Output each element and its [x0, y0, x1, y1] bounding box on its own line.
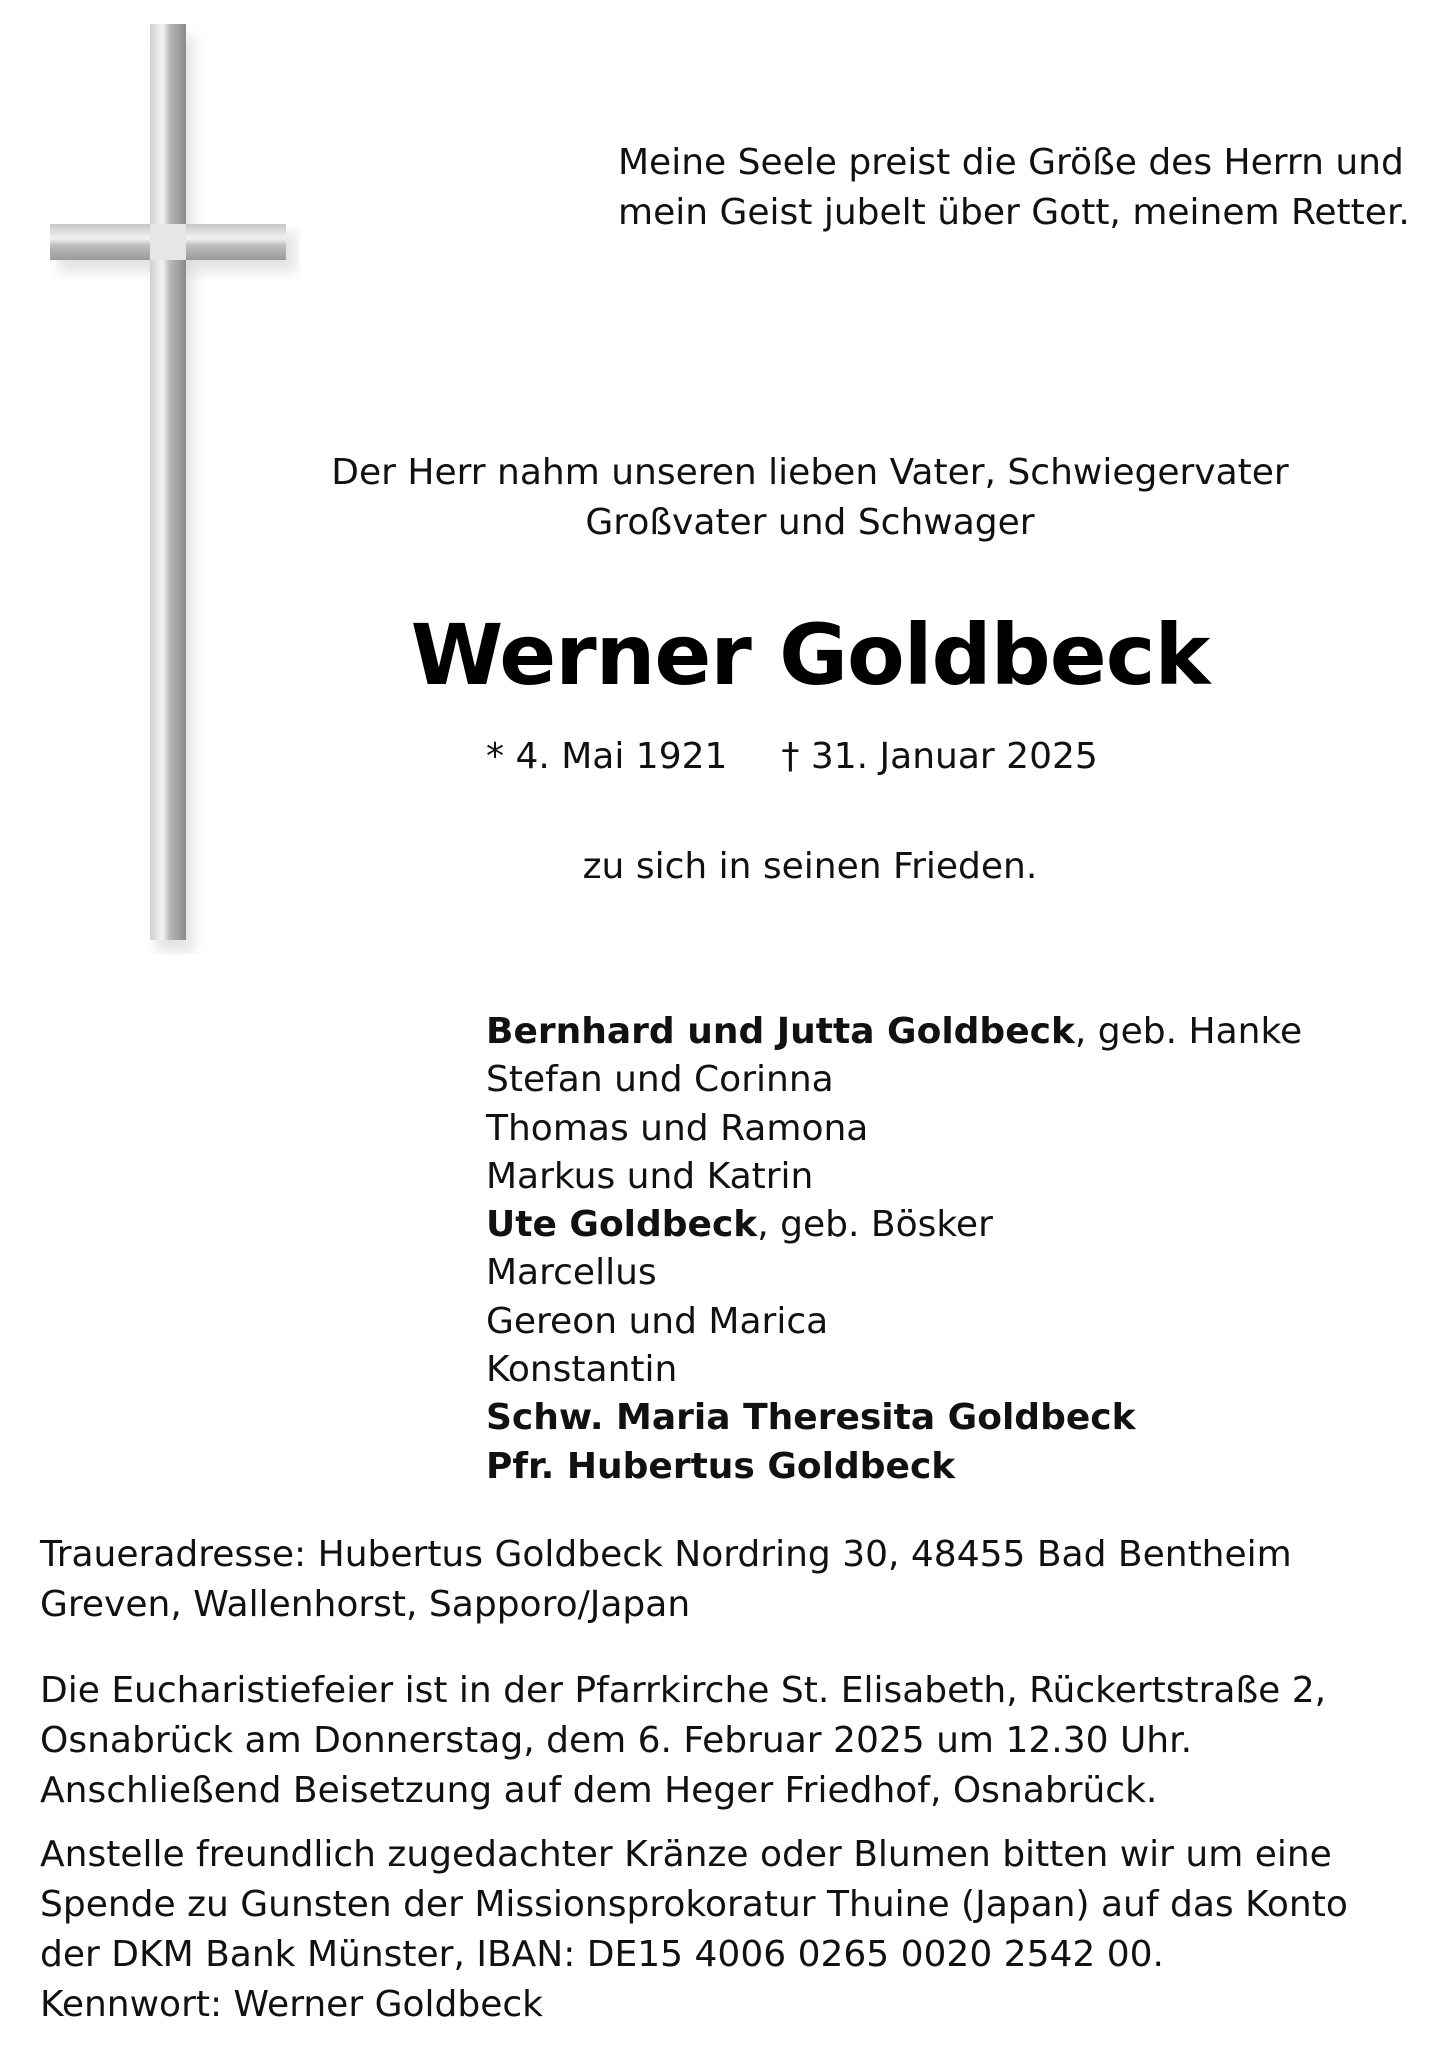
mourning-address [40, 1530, 1292, 1630]
mourner-ute [486, 1201, 1302, 1249]
mourner-konstantin: Konstantin [486, 1349, 678, 1391]
service-line-3: Anschließend Beisetzung auf dem Heger Friedhof, Osnabrück. [40, 1770, 1158, 1811]
donation-line-4: Kennwort: Werner Goldbeck [40, 1984, 543, 2025]
bible-verse [618, 138, 1418, 238]
verse-line-2: mein Geist jubelt über Gott, meinem Retter. [618, 192, 1410, 233]
intro-line-1: Der Herr nahm unseren lieben Vater, Schwiegervater [331, 452, 1289, 493]
life-dates [486, 732, 1098, 782]
donation-info [40, 1830, 1348, 2030]
mourner-stefan: Stefan und Corinna [486, 1059, 834, 1101]
donation-line-1: Anstelle freundlich zugedachter Kränze oder Blumen bitten wir um eine [40, 1834, 1332, 1875]
mourner-markus: Markus und Katrin [486, 1155, 814, 1197]
mourner-suffix: , geb. Hanke [1074, 1011, 1303, 1052]
deceased-name: Werner Goldbeck [410, 606, 1210, 704]
service-line-2: Osnabrück am Donnerstag, dem 6. Februar 2025 um 12.30 Uhr. [40, 1720, 1193, 1761]
mourner-bernhard [486, 1008, 1302, 1056]
address-line-2: Greven, Wallenhorst, Sapporo/Japan [40, 1584, 691, 1625]
birth-date: * 4. Mai 1921 [486, 736, 728, 777]
mourner-name-bold: Bernhard und Jutta Goldbeck [486, 1011, 1075, 1052]
peace-text: zu sich in seinen Frieden. [582, 846, 1038, 887]
mourner-hubertus: Pfr. Hubertus Goldbeck [486, 1445, 956, 1487]
donation-line-3: der DKM Bank Münster, IBAN: DE15 4006 0265 0020 2542 00. [40, 1934, 1164, 1975]
death-date: † 31. Januar 2025 [781, 736, 1098, 777]
mourner-name-bold: Ute Goldbeck [486, 1204, 758, 1246]
service-info [40, 1666, 1326, 1816]
mourner-marcellus: Marcellus [486, 1252, 657, 1294]
mourner-suffix: , geb. Bösker [757, 1204, 993, 1246]
intro-text [220, 448, 1400, 548]
mourners-list [486, 1008, 1302, 1491]
mourner-gereon: Gereon und Marica [486, 1300, 829, 1342]
intro-line-2: Großvater und Schwager [585, 502, 1035, 543]
service-line-1: Die Eucharistiefeier ist in der Pfarrkirche St. Elisabeth, Rückertstraße 2, [40, 1670, 1327, 1711]
mourner-thomas: Thomas und Ramona [486, 1107, 869, 1149]
donation-line-2: Spende zu Gunsten der Missionsprokoratur Thuine (Japan) auf das Konto [40, 1884, 1348, 1925]
address-line-1: Traueradresse: Hubertus Goldbeck Nordring 30, 48455 Bad Bentheim [40, 1534, 1292, 1575]
verse-line-1: Meine Seele preist die Größe des Herrn und [618, 142, 1404, 183]
mourner-maria: Schw. Maria Theresita Goldbeck [486, 1397, 1136, 1439]
